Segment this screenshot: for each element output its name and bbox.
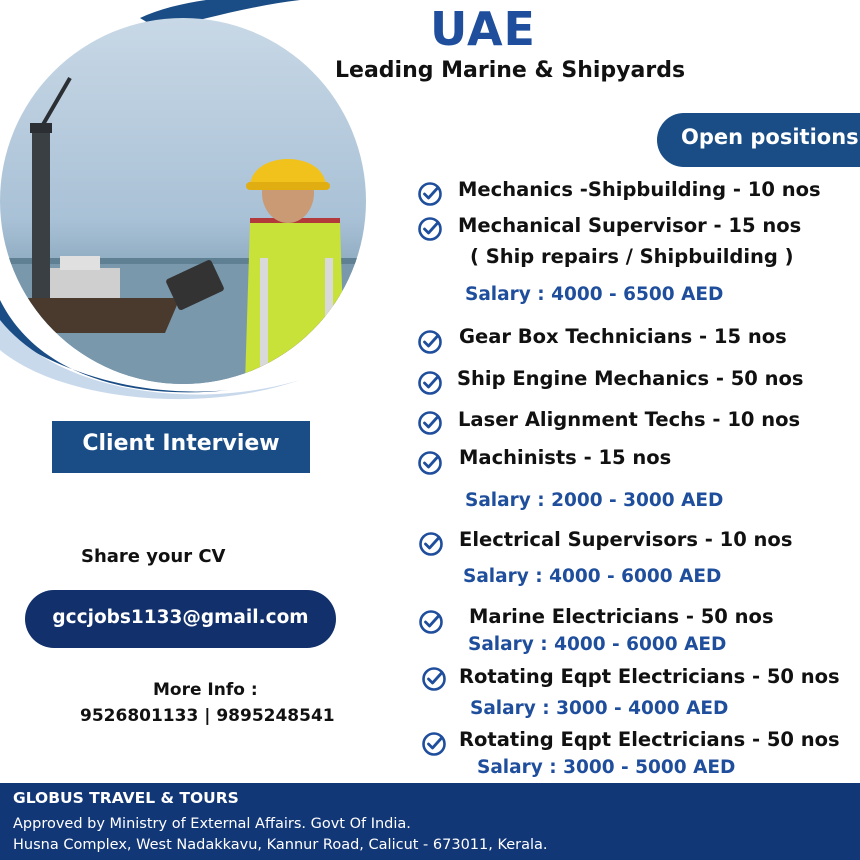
position-title: Machinists - 15 nos — [459, 446, 672, 469]
position-title: Ship Engine Mechanics - 50 nos — [457, 367, 804, 390]
position-note: ( Ship repairs / Shipbuilding ) — [470, 245, 794, 268]
position-salary: Salary : 3000 - 4000 AED — [470, 698, 729, 719]
position-title: Mechanics -Shipbuilding - 10 nos — [458, 178, 821, 201]
position-title: Gear Box Technicians - 15 nos — [459, 325, 787, 348]
footer-approval: Approved by Ministry of External Affairs. Govt Of India. — [13, 816, 411, 832]
check-circle-icon — [417, 329, 443, 355]
open-positions-label: Open positions — [681, 125, 859, 149]
more-info-label: More Info : — [153, 680, 258, 700]
share-cv-label: Share your CV — [81, 546, 226, 567]
check-circle-icon — [417, 450, 443, 476]
check-circle-icon — [417, 181, 443, 207]
email-address[interactable]: gccjobs1133@gmail.com — [52, 607, 309, 628]
check-circle-icon — [417, 216, 443, 242]
position-title: Laser Alignment Techs - 10 nos — [458, 408, 801, 431]
position-salary: Salary : 4000 - 6500 AED — [465, 284, 724, 305]
check-circle-icon — [421, 731, 447, 757]
footer-company: GLOBUS TRAVEL & TOURS — [13, 789, 239, 807]
position-title: Marine Electricians - 50 nos — [469, 605, 774, 628]
worker-photo — [0, 18, 366, 384]
page-title: UAE — [430, 2, 536, 56]
client-interview-label: Client Interview — [82, 431, 280, 456]
position-title: Rotating Eqpt Electricians - 50 nos — [459, 728, 840, 751]
check-circle-icon — [418, 531, 444, 557]
position-salary: Salary : 2000 - 3000 AED — [465, 490, 724, 511]
open-positions-badge — [657, 113, 860, 167]
position-title: Rotating Eqpt Electricians - 50 nos — [459, 665, 840, 688]
position-title: Electrical Supervisors - 10 nos — [459, 528, 793, 551]
email-button[interactable] — [25, 590, 336, 648]
check-circle-icon — [417, 410, 443, 436]
position-salary: Salary : 4000 - 6000 AED — [468, 634, 727, 655]
client-interview-banner — [52, 421, 310, 473]
position-title: Mechanical Supervisor - 15 nos — [458, 214, 802, 237]
position-salary: Salary : 3000 - 5000 AED — [477, 757, 736, 778]
check-circle-icon — [417, 370, 443, 396]
check-circle-icon — [418, 609, 444, 635]
phone-numbers[interactable]: 9526801133 | 9895248541 — [80, 706, 335, 726]
footer — [0, 783, 860, 860]
check-circle-icon — [421, 666, 447, 692]
footer-address: Husna Complex, West Nadakkavu, Kannur Road, Calicut - 673011, Kerala. — [13, 837, 548, 853]
position-salary: Salary : 4000 - 6000 AED — [463, 566, 722, 587]
page-subtitle: Leading Marine & Shipyards — [335, 58, 686, 83]
